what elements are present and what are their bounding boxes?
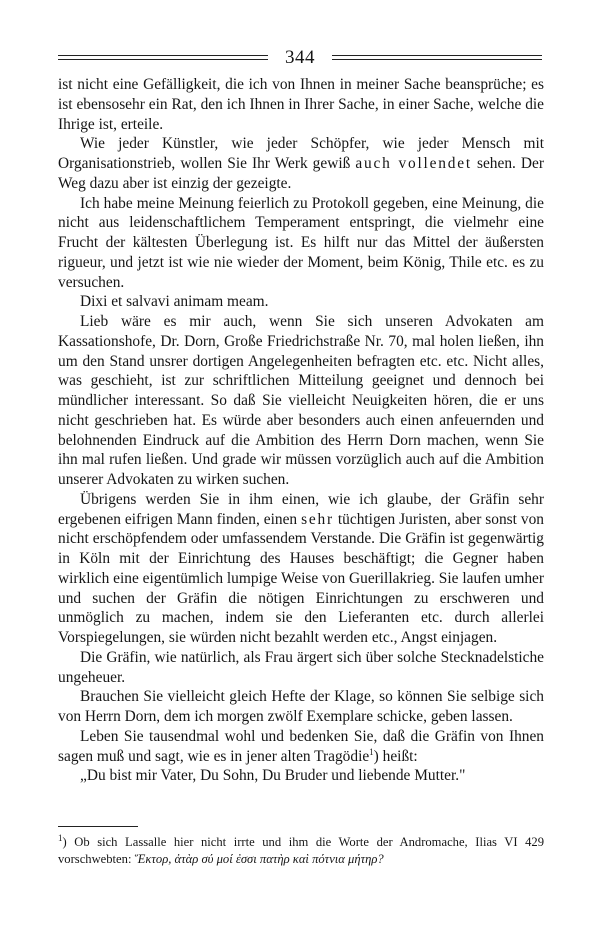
paragraph-10-quote <box>58 766 544 786</box>
paragraph-3 <box>58 194 544 293</box>
footnote-divider <box>58 826 138 827</box>
emphasis-spaced: auch vollendet <box>355 155 472 172</box>
paragraph-text: Die Gräfin, wie natürlich, als Frau ärgert sich über solche Stecknadelstiche ungeheuer. <box>58 648 544 686</box>
paragraph-8 <box>58 687 544 727</box>
paragraph-text: sehen. Der Weg dazu aber ist einzig der gezeigte. <box>58 155 544 192</box>
paragraph-2 <box>58 134 544 193</box>
paragraph-5 <box>58 312 544 490</box>
footnote <box>58 834 544 868</box>
footnote-text: ) Ob sich Lassalle hier nicht irrte und ihm die Worte der Andromache, Ilias VI 429 vorschwebten: <box>58 835 544 866</box>
footnote-reference[interactable]: 1 <box>369 746 374 757</box>
paragraph-7 <box>58 648 544 688</box>
paragraph-text: Dixi et salvavi animam meam. <box>80 293 269 311</box>
paragraph-1 <box>58 75 544 134</box>
header-rule-left <box>58 55 268 61</box>
quotation-text: „Du bist mir Vater, Du Sohn, Du Bruder und liebende Mutter." <box>80 767 466 785</box>
paragraph-text: Wie jeder Künstler, wie jeder Schöpfer, wie jeder Mensch mit Organisationstrieb, wollen Sie Ihr Werk gewiß <box>58 135 544 172</box>
paragraph-text: Brauchen Sie vielleicht gleich Hefte der Klage, so können Sie selbige sich von Herrn Dorn, dem ich morgen zwölf Exemplare schicke, geben lassen. <box>58 688 544 725</box>
paragraph-9 <box>58 727 544 767</box>
paragraph-text: ist nicht eine Gefälligkeit, die ich von Ihnen in meiner Sache beansprüche; es ist ebensosehr ein Rat, den ich Ihnen in Ihrer Sache, in einer Sache, welche die Ihrige ist, erteile. <box>58 76 544 133</box>
paragraph-text: Ich habe meine Meinung feierlich zu Protokoll gegeben, eine Meinung, die nicht aus leidenschaftlichem Temperament entspringt, die vielmehr eine Frucht der kältesten Überlegung ist. Es hilft nur das Mittel der äußersten rigueur, und jetzt ist wie nie wieder der Moment, beim König, Thile etc. es zu versuchen. <box>58 194 544 291</box>
footnote-greek-quote: Ἕκτορ, ἀτὰρ σύ μοί ἐσσι πατὴρ καὶ πότνια μήτηρ? <box>134 852 384 866</box>
paragraph-text: Lieb wäre es mir auch, wenn Sie sich unseren Advokaten am Kassationshofe, Dr. Dorn, Große Friedrichstraße Nr. 70, mal holen ließen, ihn um den Stand unsrer dortigen Angelegenheiten befragten etc. etc. Nicht alles, was geschieht, ist zur schriftlichen Mitteilung geeignet und dennoch bei mündlicher interessant. So daß Sie vielleicht Neuigkeiten hören, die er uns nicht geschrieben hat. Es würde aber besonders auch einen anfeuernden und belohnenden Eindruck auf die Ambition des Herrn Dorn machen, wenn Sie ihn mal rufen ließen. Und grade wir müssen vorzüglich auch auf die Ambition unserer Advokaten zu wirken suchen. <box>58 313 544 488</box>
paragraph-6 <box>58 490 544 648</box>
footnote-mark: 1 <box>58 832 63 843</box>
paragraph-text: ) heißt: <box>373 747 418 765</box>
page-header <box>58 46 542 70</box>
paragraph-text: tüchtigen Juristen, aber sonst von nicht erschöpfendem oder umfassendem Verstande. Die Gräfin ist gegenwärtig in Köln mit der Einrichtung des Hauses beschäftigt; die Gegner haben wirklich eine eigentümlich lumpige Weise von Guerillakrieg. Sie laufen umher und suchen der Gräfin die nötigen Einrichtungen zu erschweren und unmöglich zu machen, indem sie den Lieferanten etc. durch allerlei Vorspiegelungen, sie würden nicht bezahlt werden etc., Angst einjagen. <box>58 510 544 646</box>
emphasis-spaced: sehr <box>301 510 334 528</box>
paragraph-text: Leben Sie tausendmal wohl und bedenken Sie, daß die Gräfin von Ihnen sagen muß und sagt, wie es in jener alten Tragödie <box>58 727 544 765</box>
header-rule-right <box>332 55 542 61</box>
page-number: 344 <box>285 47 315 68</box>
paragraph-4 <box>58 292 544 312</box>
paragraph-text: Übrigens werden Sie in ihm einen, wie ich glaube, der Gräfin sehr ergebenen eifrigen Mann finden, einen <box>58 490 544 528</box>
body-text <box>58 75 544 786</box>
